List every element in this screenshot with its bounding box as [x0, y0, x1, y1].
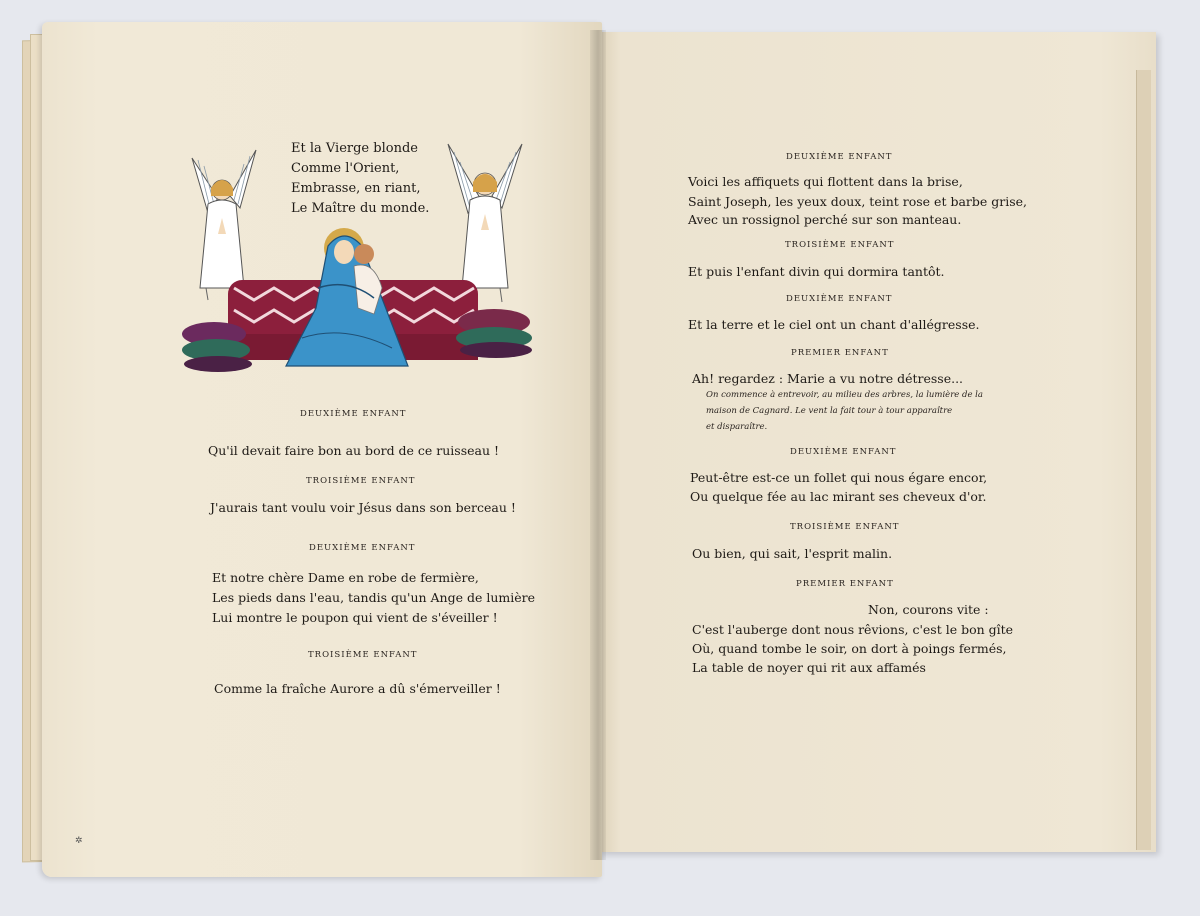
speaker-label: DEUXIÈME ENFANT: [309, 543, 416, 553]
printer-mark: ✲: [75, 836, 83, 846]
poem-line: Et la Vierge blonde: [291, 141, 418, 156]
right-angel: [448, 144, 522, 302]
stage-direction: et disparaître.: [706, 422, 768, 432]
book-gutter: [590, 30, 606, 860]
speaker-label: TROISIÈME ENFANT: [306, 476, 416, 486]
speaker-label: TROISIÈME ENFANT: [790, 522, 900, 532]
speaker-label: DEUXIÈME ENFANT: [790, 447, 897, 457]
verse-line: La table de noyer qui rit aux affamés: [692, 660, 926, 675]
speaker-label: TROISIÈME ENFANT: [308, 650, 418, 660]
stage-direction: On commence à entrevoir, au milieu des arbres, la lumière de la: [706, 390, 983, 400]
verse-line: Non, courons vite :: [868, 602, 989, 617]
right-cushions: [456, 309, 532, 358]
poem-line: Le Maître du monde.: [291, 201, 430, 216]
speaker-label: DEUXIÈME ENFANT: [786, 294, 893, 304]
verse-line: Saint Joseph, les yeux doux, teint rose et barbe grise,: [688, 194, 1028, 209]
speaker-label: TROISIÈME ENFANT: [785, 240, 895, 250]
verse-line: Et notre chère Dame en robe de fermière,: [212, 570, 479, 585]
left-angel: [192, 150, 256, 300]
verse-line: Les pieds dans l'eau, tandis qu'un Ange de lumière: [212, 590, 536, 605]
right-page-edge: [1136, 70, 1151, 850]
verse-line: Peut-être est-ce un follet qui nous égare encor,: [690, 470, 988, 485]
verse-line: Voici les affiquets qui flottent dans la brise,: [688, 174, 963, 189]
verse-line: Et la terre et le ciel ont un chant d'allégresse.: [688, 317, 980, 332]
speaker-label: DEUXIÈME ENFANT: [300, 409, 407, 419]
verse-line: Qu'il devait faire bon au bord de ce ruisseau !: [208, 443, 500, 458]
speaker-label: DEUXIÈME ENFANT: [786, 152, 893, 162]
verse-line: J'aurais tant voulu voir Jésus dans son berceau !: [210, 500, 516, 515]
verse-line: Ou quelque fée au lac mirant ses cheveux d'or.: [690, 489, 987, 504]
speaker-label: PREMIER ENFANT: [796, 579, 894, 589]
verse-line: Avec un rossignol perché sur son manteau.: [688, 212, 962, 227]
verse-line: Lui montre le poupon qui vient de s'éveiller !: [212, 610, 498, 625]
poem-line: Embrasse, en riant,: [291, 181, 421, 196]
speaker-label: PREMIER ENFANT: [791, 348, 889, 358]
left-cushions: [182, 322, 252, 372]
verse-line: Comme la fraîche Aurore a dû s'émerveiller !: [214, 681, 501, 696]
verse-line: Ou bien, qui sait, l'esprit malin.: [692, 546, 893, 561]
verse-line: Ah! regardez : Marie a vu notre détresse...: [692, 371, 964, 386]
poem-line: Comme l'Orient,: [291, 161, 400, 176]
verse-line: Et puis l'enfant divin qui dormira tantôt.: [688, 264, 945, 279]
stage-direction: maison de Cagnard. Le vent la fait tour à tour apparaître: [706, 406, 953, 416]
verse-line: Où, quand tombe le soir, on dort à poings fermés,: [692, 641, 1007, 656]
verse-line: C'est l'auberge dont nous rêvions, c'est le bon gîte: [692, 622, 1014, 637]
